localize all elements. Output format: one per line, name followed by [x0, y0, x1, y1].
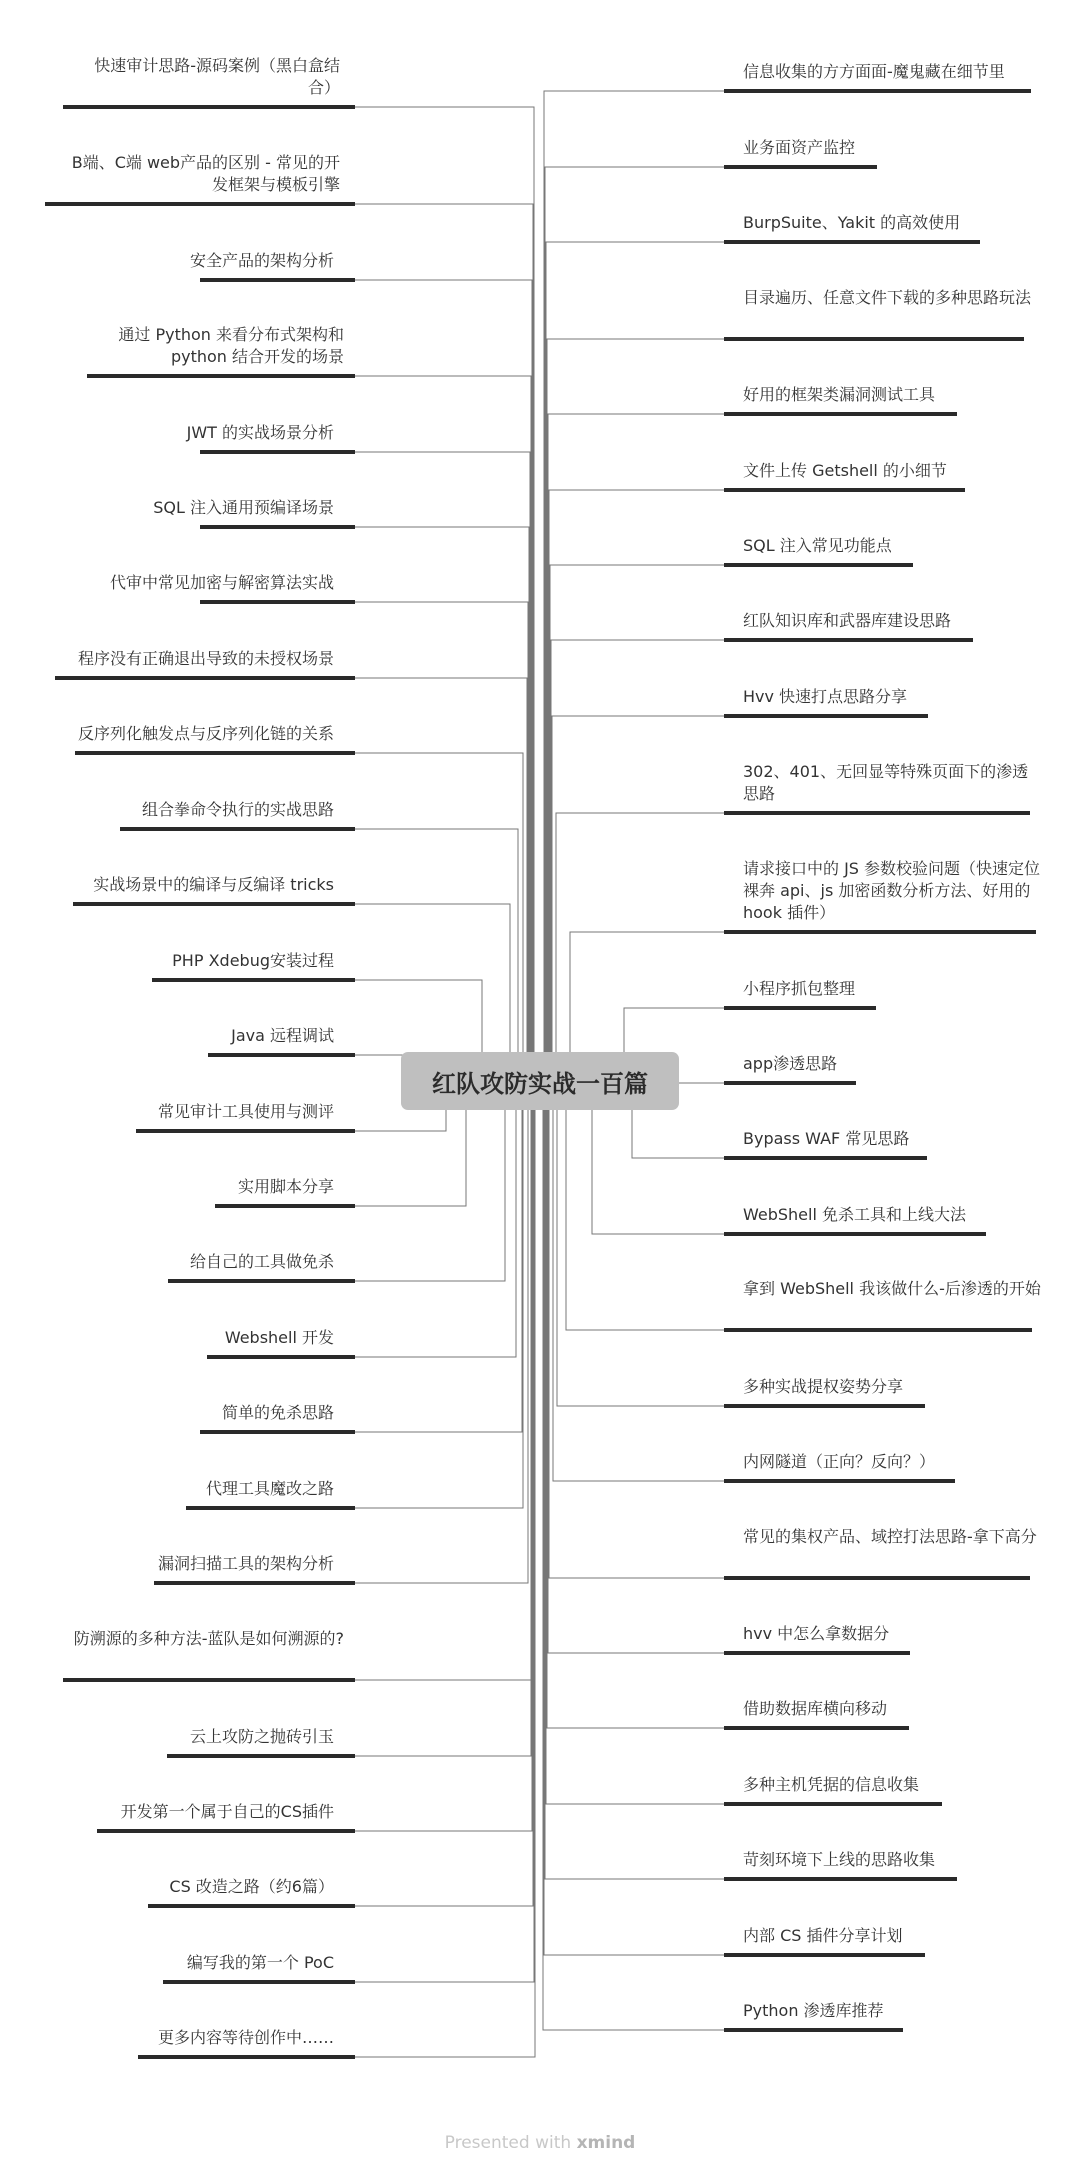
branch-topic-left[interactable]: 反序列化触发点与反序列化链的关系: [77, 724, 334, 743]
branch-topic-left[interactable]: 云上攻防之抛砖引玉: [189, 1727, 334, 1746]
connector-line: [355, 204, 533, 1081]
branch-topic-left[interactable]: 实战场景中的编译与反编译 tricks: [93, 875, 334, 894]
connector-line: [355, 452, 530, 1081]
branch-topic-left[interactable]: 防溯源的多种方法-蓝队是如何溯源的?: [73, 1629, 344, 1648]
connector-line: [355, 1081, 535, 2057]
branch-topic-left[interactable]: 代审中常见加密与解密算法实战: [109, 573, 334, 592]
branch-topic-left[interactable]: 程序没有正确退出导致的未授权场景: [77, 649, 334, 668]
connector-line: [550, 565, 724, 1081]
root-topic[interactable]: 红队攻防实战一百篇: [401, 1052, 679, 1110]
connector-line: [355, 1081, 533, 1906]
branch-topic-left[interactable]: 代理工具魔改之路: [205, 1479, 334, 1498]
branch-topic-left[interactable]: 组合拳命令执行的实战思路: [141, 800, 334, 819]
connector-line: [553, 1081, 724, 1481]
connector-line: [557, 1081, 724, 1406]
branch-topic-left[interactable]: CS 改造之路（约6篇）: [169, 1877, 334, 1896]
branch-topic-left[interactable]: SQL 注入通用预编译场景: [153, 498, 334, 517]
branch-topic-left[interactable]: 开发第一个属于自己的CS插件: [120, 1802, 334, 1821]
branch-topic-right[interactable]: 多种实战提权姿势分享: [743, 1377, 904, 1396]
branch-topic-right[interactable]: 常见的集权产品、域控打法思路-拿下高分: [743, 1527, 1037, 1546]
branch-topic-right[interactable]: 信息收集的方方面面-魔鬼藏在细节里: [743, 62, 1005, 81]
branch-topic-left[interactable]: 简单的免杀思路: [221, 1403, 334, 1422]
branch-topic-right[interactable]: 好用的框架类漏洞测试工具: [743, 385, 936, 404]
connector-line: [543, 1081, 724, 2030]
branch-topic-right[interactable]: app渗透思路: [743, 1054, 838, 1073]
connector-line: [355, 829, 518, 1081]
connector-line: [355, 1081, 522, 1432]
connector-line: [556, 813, 724, 1081]
branch-topic-left[interactable]: 漏洞扫描工具的架构分析: [157, 1554, 334, 1573]
connector-line: [545, 1081, 724, 1879]
branch-topic-right[interactable]: Python 渗透库推荐: [743, 2001, 884, 2020]
connector-line: [548, 1081, 724, 1653]
connector-line: [355, 376, 531, 1081]
branch-topic-right[interactable]: SQL 注入常见功能点: [743, 536, 892, 555]
branch-topic-left[interactable]: Java 远程调试: [231, 1026, 334, 1045]
branch-topic-right[interactable]: 借助数据库横向移动: [743, 1699, 888, 1718]
connector-line: [546, 1081, 724, 1804]
connector-line: [545, 167, 724, 1081]
connector-line: [549, 490, 724, 1081]
connector-line: [551, 640, 724, 1081]
branch-topic-left[interactable]: 更多内容等待创作中……: [157, 2028, 334, 2047]
connector-line: [355, 1081, 523, 1508]
connector-line: [566, 1081, 724, 1330]
branch-topic-left[interactable]: 编写我的第一个 PoC: [186, 1953, 334, 1972]
branch-topic-left[interactable]: 实用脚本分享: [237, 1177, 334, 1196]
branch-topic-right[interactable]: 业务面资产监控: [743, 138, 856, 157]
connector-line: [552, 716, 724, 1081]
connector-line: [547, 1081, 724, 1728]
connector-line: [355, 527, 529, 1081]
watermark-brand: xmind: [576, 2133, 636, 2153]
connector-line: [355, 107, 534, 1081]
branch-topic-right[interactable]: BurpSuite、Yakit 的高效使用: [743, 213, 961, 232]
connector-line: [355, 678, 527, 1081]
connector-line: [355, 1081, 534, 1982]
branch-topic-left[interactable]: 安全产品的架构分析: [189, 251, 334, 270]
connector-line: [355, 602, 528, 1081]
connector-line: [355, 1081, 516, 1357]
connector-line: [548, 414, 724, 1081]
branch-topic-right[interactable]: 文件上传 Getshell 的小细节: [743, 461, 947, 480]
branch-topic-right[interactable]: WebShell 免杀工具和上线大法: [743, 1205, 967, 1224]
branch-topic-right[interactable]: 302、401、无回显等特殊页面下的渗透思路: [743, 762, 1029, 803]
connector-line: [355, 753, 523, 1081]
branch-topic-right[interactable]: 拿到 WebShell 我该做什么-后渗透的开始: [743, 1279, 1041, 1298]
branch-topic-right[interactable]: 内部 CS 插件分享计划: [743, 1926, 903, 1945]
branch-topic-left[interactable]: JWT 的实战场景分析: [186, 423, 334, 442]
connector-line: [546, 242, 724, 1081]
branch-topic-right[interactable]: 红队知识库和武器库建设思路: [743, 611, 952, 630]
connector-line: [544, 1081, 724, 1955]
branch-topic-left[interactable]: 常见审计工具使用与测评: [157, 1102, 334, 1121]
branch-topic-right[interactable]: 请求接口中的 JS 参数校验问题（快速定位裸奔 api、js 加密函数分析方法、好用的 hook 插件）: [743, 859, 1041, 922]
watermark: [0, 2133, 1080, 2153]
branch-topic-right[interactable]: 内网隧道（正向？反向？）: [743, 1452, 936, 1471]
branch-topic-left[interactable]: 给自己的工具做免杀: [189, 1252, 334, 1271]
branch-topic-left[interactable]: B端、C端 web产品的区别 - 常见的开发框架与模板引擎: [71, 153, 340, 194]
connector-line: [547, 339, 724, 1081]
branch-topic-right[interactable]: Hvv 快速打点思路分享: [743, 687, 908, 706]
connector-line: [355, 280, 532, 1081]
branch-topic-right[interactable]: 苛刻环境下上线的思路收集: [743, 1850, 936, 1869]
branch-topic-right[interactable]: 目录遍历、任意文件下载的多种思路玩法: [743, 288, 1032, 307]
branch-topic-right[interactable]: 小程序抓包整理: [743, 979, 856, 998]
branch-topic-left[interactable]: 通过 Python 来看分布式架构和 python 结合开发的场景: [118, 325, 344, 366]
watermark-prefix: Presented with: [444, 2133, 572, 2153]
branch-topic-left[interactable]: Webshell 开发: [224, 1328, 334, 1347]
branch-topic-left[interactable]: 快速审计思路-源码案例（黑白盒结合）: [94, 56, 340, 97]
connector-line: [355, 1081, 505, 1281]
branch-topic-right[interactable]: Bypass WAF 常见思路: [743, 1129, 910, 1148]
branch-topic-right[interactable]: 多种主机凭据的信息收集: [743, 1775, 920, 1794]
branch-topic-right[interactable]: hvv 中怎么拿数据分: [743, 1624, 890, 1643]
branch-topic-left[interactable]: PHP Xdebug安装过程: [172, 951, 334, 970]
